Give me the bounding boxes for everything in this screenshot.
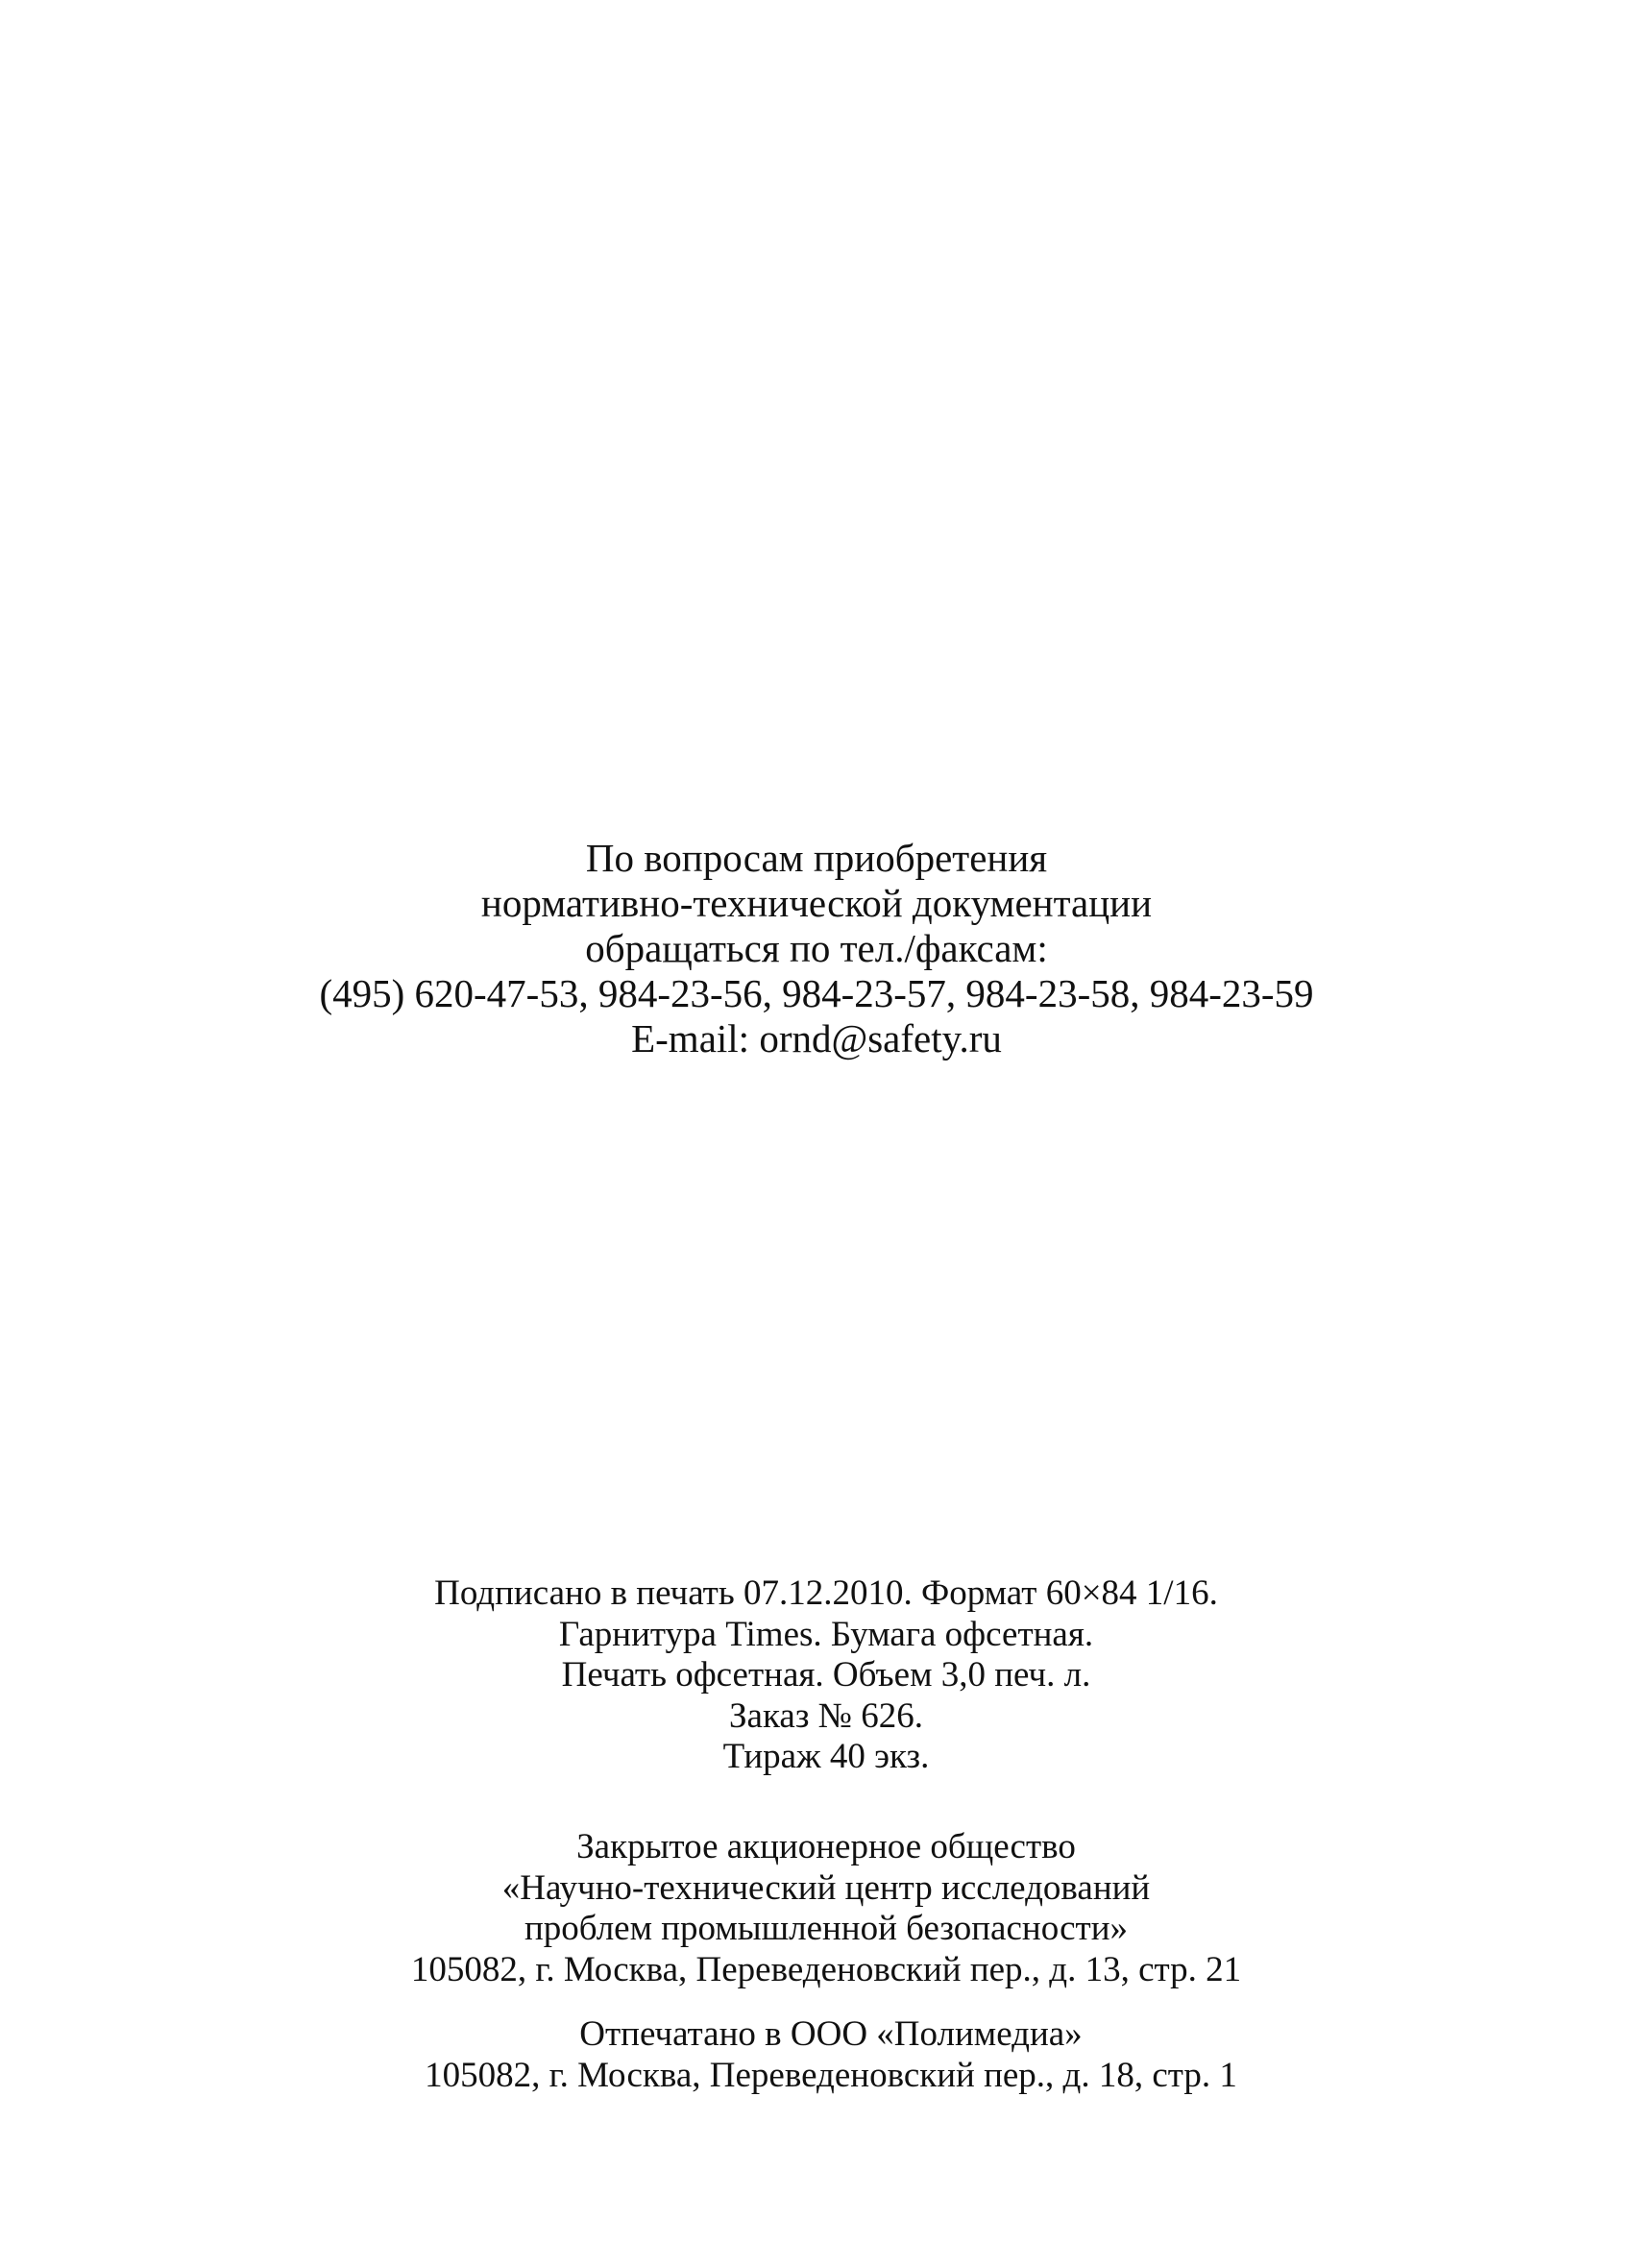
printer-info — [379, 2014, 1282, 2096]
publisher-address: 105082, г. Москва, Переведеновский пер., д. 13, стр. 21 — [410, 1949, 1242, 1989]
printer-address: 105082, г. Москва, Переведеновский пер., д. 18, стр. 1 — [425, 2055, 1237, 2095]
print-imprint — [413, 1573, 1239, 1778]
imprint-signed-format: Подписано в печать 07.12.2010. Формат 60×84 1/16. — [434, 1573, 1218, 1613]
publisher-info — [375, 1827, 1278, 1990]
imprint-order-number: Заказ № 626. — [729, 1695, 923, 1736]
contacts-heading-line-2: нормативно-технической документации — [480, 881, 1153, 925]
contacts-heading-line-3: обращаться по тел./факсам: — [585, 926, 1048, 970]
contacts-heading-line-1: По вопросам приобретения — [585, 836, 1048, 880]
publisher-name-line-2: проблем промышленной безопасности» — [524, 1909, 1129, 1948]
imprint-typeface-paper: Гарнитура Times. Бумага офсетная. — [558, 1614, 1094, 1654]
contacts-email: E-mail: ornd@safety.ru — [631, 1016, 1002, 1061]
publisher-name-line-1: «Научно-технический центр исследований — [501, 1867, 1151, 1908]
imprint-print-run: Тираж 40 экз. — [722, 1737, 930, 1776]
contacts-phone-numbers: (495) 620-47-53, 984-23-56, 984-23-57, 984-23-58, 984-23-59 — [319, 971, 1314, 1015]
publisher-type: Закрытое акционерное общество — [576, 1827, 1076, 1866]
imprint-print-volume: Печать офсетная. Объем 3,0 печ. л. — [561, 1655, 1091, 1695]
printer-name: Отпечатано в ООО «Полимедиа» — [579, 2014, 1083, 2054]
ordering-contacts — [0, 836, 1633, 1061]
